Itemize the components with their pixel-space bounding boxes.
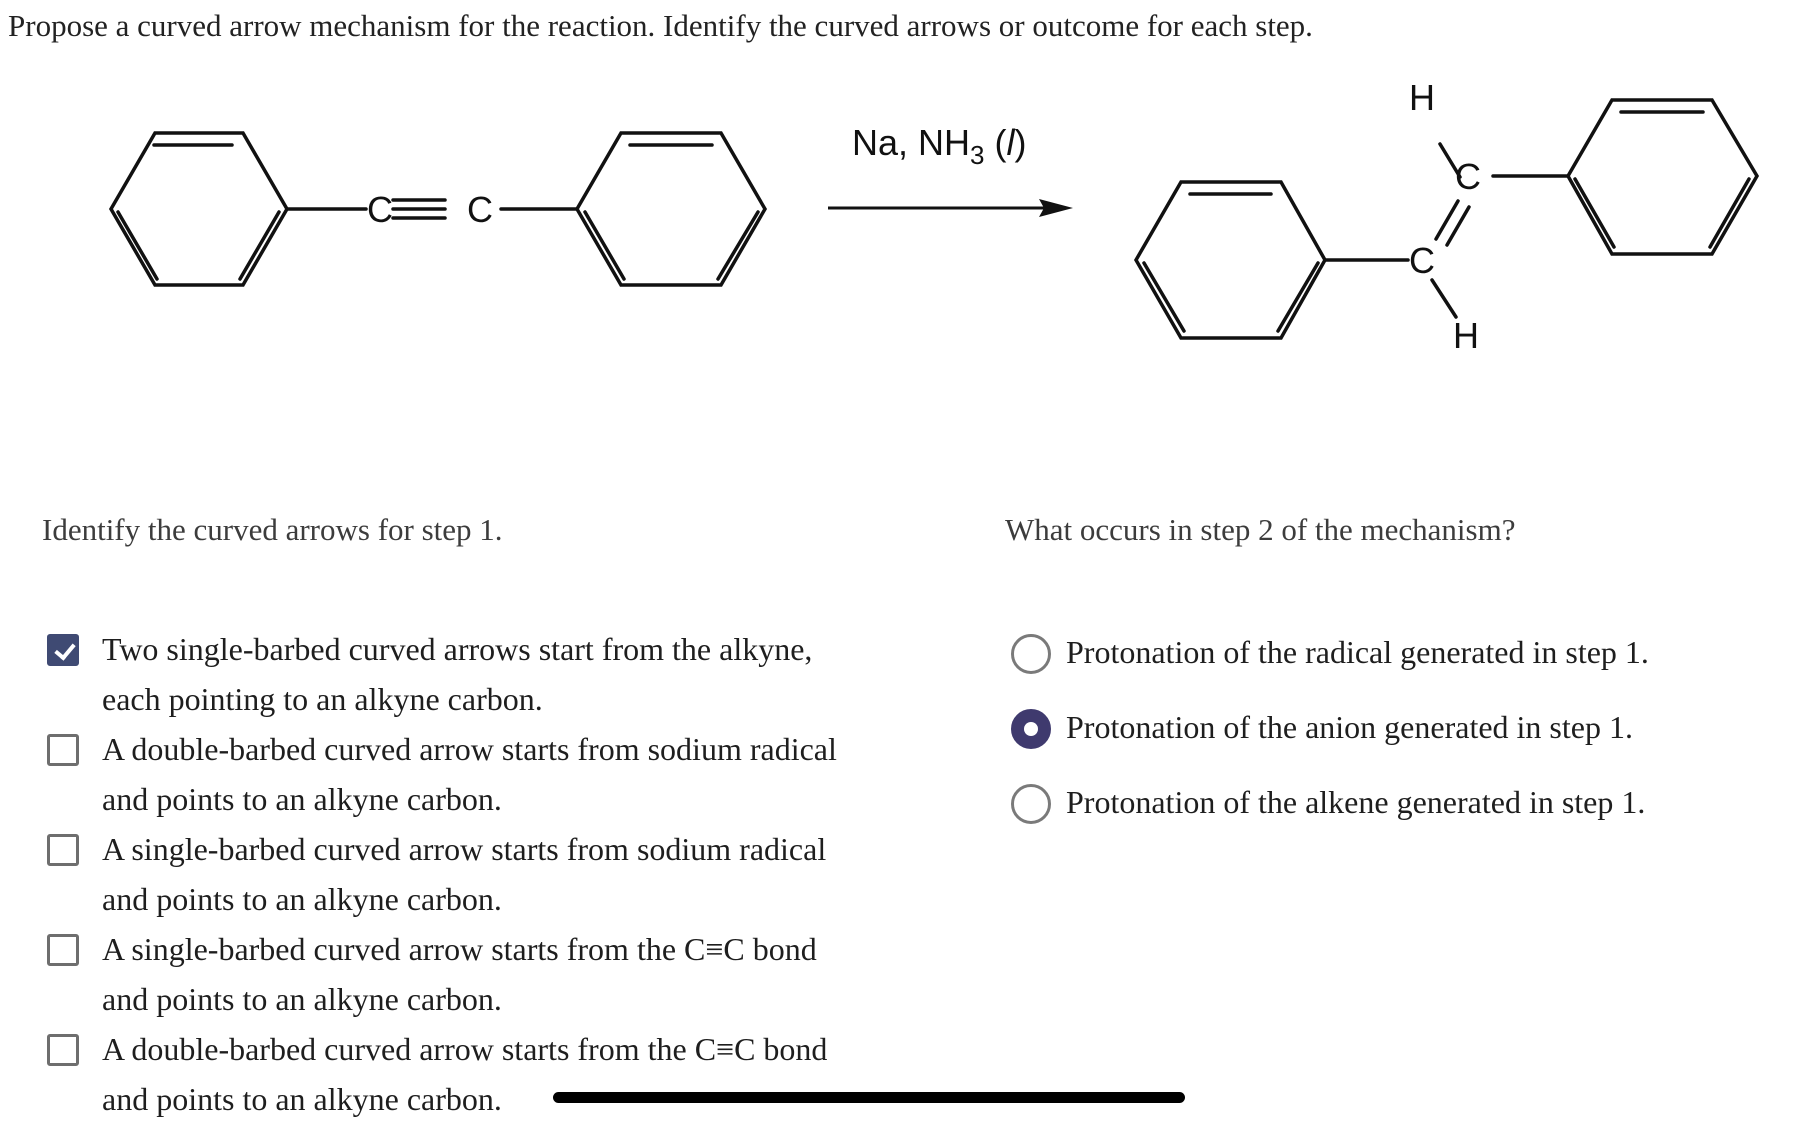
checkbox[interactable] <box>47 734 79 766</box>
step2-option[interactable] <box>1011 702 1791 752</box>
step2-option[interactable] <box>1011 627 1791 677</box>
alkene-double-bond <box>1436 201 1469 245</box>
option-label: A single-barbed curved arrow starts from the C≡C bond and points to an alkyne carbon. <box>102 931 817 1017</box>
step1-option[interactable] <box>47 624 867 724</box>
step2-option[interactable] <box>1011 777 1791 827</box>
reaction-arrow <box>828 199 1073 217</box>
option-label: A single-barbed curved arrow starts from sodium radical and points to an alkyne carbon. <box>102 831 827 917</box>
triple-bond <box>393 200 445 218</box>
step1-option[interactable] <box>47 724 867 824</box>
question-prompt: Propose a curved arrow mechanism for the reaction. Identify the curved arrows or outcome for each step. <box>8 8 1313 43</box>
option-label: Protonation of the alkene generated in step 1. <box>1066 784 1646 820</box>
option-label: A double-barbed curved arrow starts from sodium radical and points to an alkyne carbon. <box>102 731 837 817</box>
reagent-label: Na, $NH_3$ (l) <box>852 122 1027 170</box>
step1-option[interactable] <box>47 924 867 1024</box>
checkbox[interactable] <box>47 1034 79 1066</box>
radio-button-selected[interactable] <box>1011 709 1051 749</box>
checkbox[interactable] <box>47 934 79 966</box>
reaction-scheme <box>0 60 1798 370</box>
reactant-carbon-right: C <box>467 189 493 230</box>
question2-title: What occurs in step 2 of the mechanism? <box>1005 512 1516 547</box>
product-carbon-top: C <box>1455 156 1481 197</box>
left-benzene-ring <box>111 133 287 285</box>
step2-radio-list <box>1011 627 1791 852</box>
checkbox-checked[interactable] <box>47 634 79 666</box>
bond-c-h-bottom <box>1432 280 1456 317</box>
right-benzene-ring <box>577 133 765 285</box>
step1-checkbox-list <box>47 624 867 1124</box>
product-hydrogen-top: H <box>1409 77 1435 118</box>
product-trans-stilbene <box>1136 100 1757 338</box>
step1-option[interactable] <box>47 1024 867 1124</box>
question1-title: Identify the curved arrows for step 1. <box>42 512 503 547</box>
reactant-carbon-left: C <box>367 189 393 230</box>
home-indicator-bar[interactable] <box>553 1092 1185 1103</box>
option-label: Protonation of the anion generated in step 1. <box>1066 709 1633 745</box>
reactant-diphenylacetylene <box>111 133 765 285</box>
radio-button[interactable] <box>1011 784 1051 824</box>
product-left-benzene-ring <box>1136 182 1325 338</box>
checkbox[interactable] <box>47 834 79 866</box>
step1-option[interactable] <box>47 824 867 924</box>
option-label: Two single-barbed curved arrows start from the alkyne, each pointing to an alkyne carbon. <box>102 631 813 717</box>
product-right-benzene-ring <box>1568 100 1757 254</box>
product-carbon-bottom: C <box>1409 240 1435 281</box>
product-hydrogen-bottom: H <box>1453 315 1479 356</box>
radio-button[interactable] <box>1011 634 1051 674</box>
option-label: A double-barbed curved arrow starts from the C≡C bond and points to an alkyne carbon. <box>102 1031 828 1117</box>
option-label: Protonation of the radical generated in step 1. <box>1066 634 1649 670</box>
